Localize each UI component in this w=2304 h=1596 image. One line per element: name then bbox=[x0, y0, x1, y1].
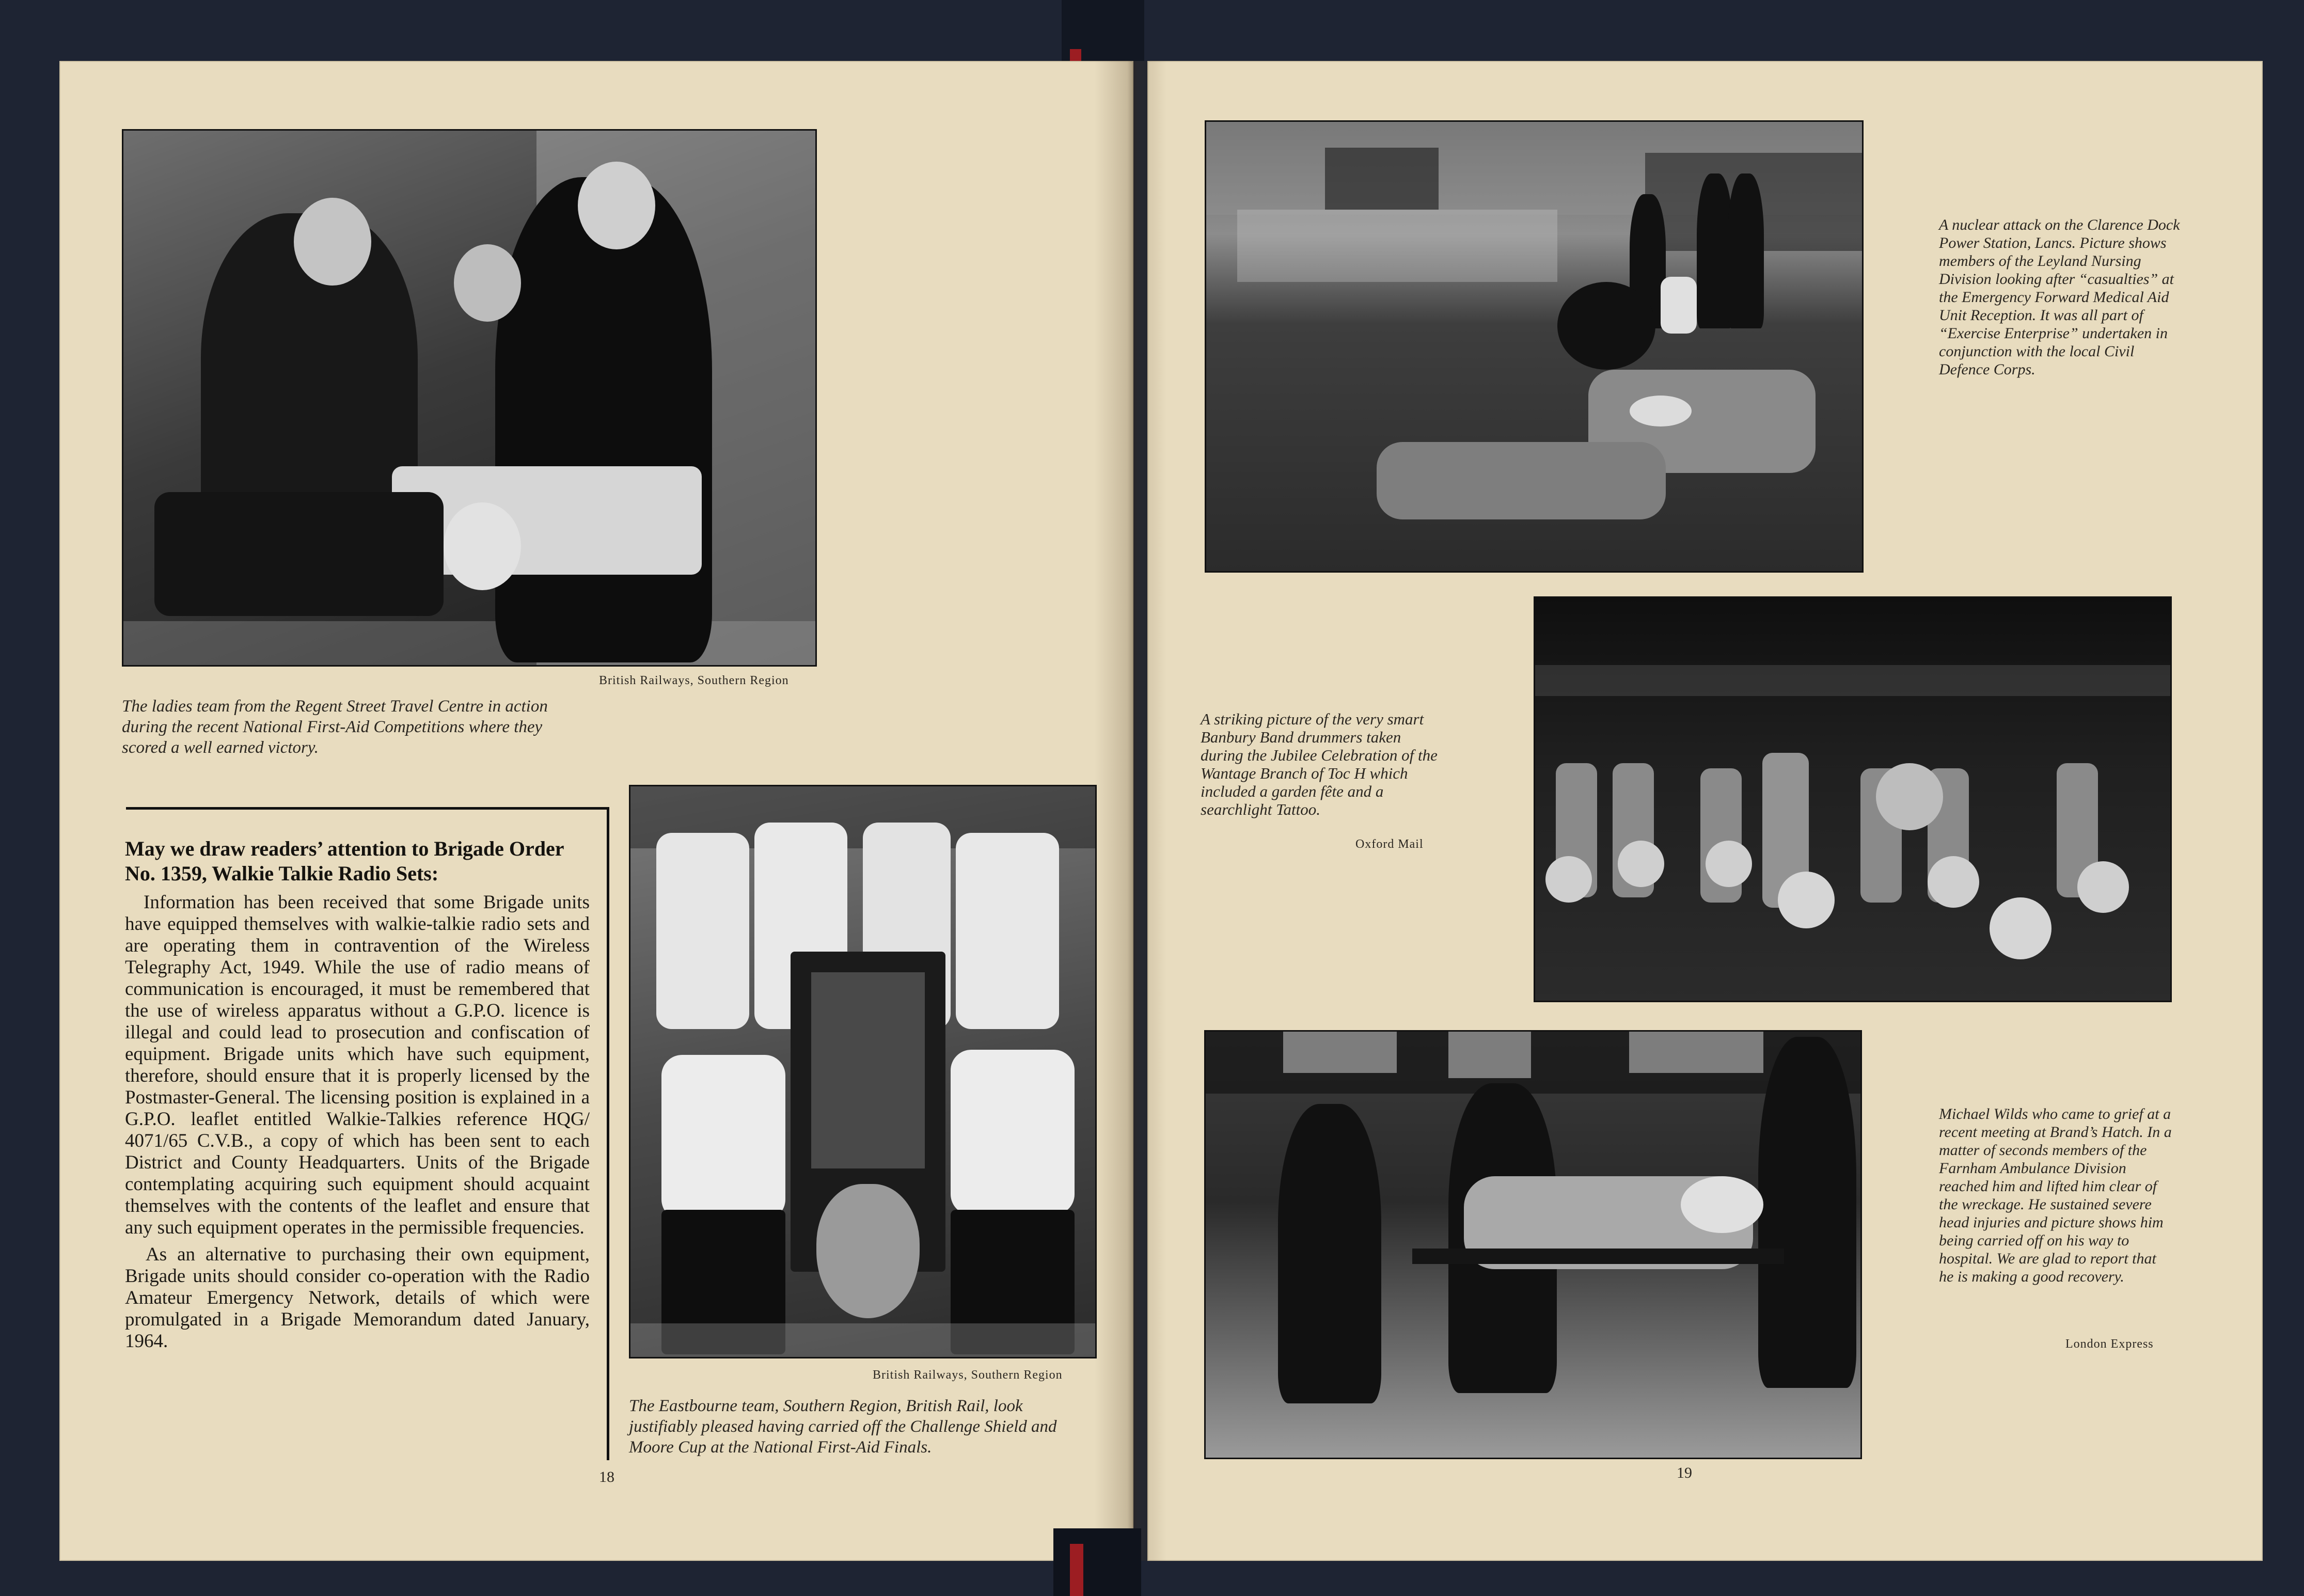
page-number: 18 bbox=[599, 1468, 614, 1486]
photo-credit: British Railways, Southern Region bbox=[599, 674, 789, 687]
photo-credit: London Express bbox=[2065, 1337, 2154, 1351]
binding-bottom bbox=[1053, 1528, 1141, 1596]
photo-banbury-band bbox=[1534, 596, 2172, 1002]
bookmark-ribbon-bottom bbox=[1070, 1544, 1083, 1596]
photo-caption: Michael Wilds who came to grief at a recent meeting at Brand’s Hatch. In a matter of seconds members of the Farnham Ambulance Division reached him and lifted him clear of the wreckage. He sustained severe head injuries and picture shows him being carried off on his way to hospital. We are glad to report that he is making a good recovery. bbox=[1939, 1105, 2172, 1285]
photo-eastbourne-team bbox=[629, 785, 1097, 1358]
page-number: 19 bbox=[1677, 1464, 1692, 1481]
photo-nuclear-exercise bbox=[1205, 120, 1864, 573]
photo-caption: A striking picture of the very smart Banbury Band drummers taken during the Jubilee Celebration of the Wantage Branch of Toc H which included a garden fête and a searchlight Tattoo. bbox=[1201, 710, 1438, 818]
article-paragraph: As an alternative to purchasing their own equipment, Brigade units should consider co-operation with the Radio Amateur Emergency Network, details of which were promulgated in a Brigade Memorandum dated January, 1964. bbox=[125, 1244, 590, 1352]
photo-caption: The Eastbourne team, Southern Region, British Rail, look justifiably pleased having carried off the Challenge Shield and Moore Cup at the National First-Aid Finals. bbox=[629, 1397, 1057, 1457]
photo-credit: British Railways, Southern Region bbox=[873, 1368, 1063, 1382]
photo-credit: Oxford Mail bbox=[1355, 837, 1424, 851]
photo-ladies-team bbox=[122, 129, 817, 667]
photo-stretcher-rescue bbox=[1204, 1030, 1862, 1459]
article-title: May we draw readers’ attention to Brigade Order No. 1359, Walkie Talkie Radio Sets: bbox=[125, 837, 564, 885]
photo-caption: A nuclear attack on the Clarence Dock Power Station, Lancs. Picture shows members of the Leyland Nursing Division looking after “casualties” at the Emergency Forward Medical Aid Unit Reception. It was all part of “Exercise Enterprise” undertaken in conjunction with the local Civil Defence Corps. bbox=[1939, 216, 2180, 378]
photo-caption: The ladies team from the Regent Street Travel Centre in action during the recent National First-Aid Competitions where they scored a well earned victory. bbox=[122, 697, 548, 757]
article-paragraph: Information has been received that some Brigade units have equipped themselves with walkie-talkie radio sets and are operating them in contravention of the Wireless Telegraphy Act, 1949. While the use of radio means of communication is encouraged, it must be remembered that the use of wireless apparatus without a G.P.O. licence is illegal and could lead to prosecution and confiscation of equipment. Brigade units which have such equipment, therefore, should ensure that it is properly licensed by the Postmaster-General. The licensing position is explained in a G.P.O. leaflet entitled Walkie-Talkies reference HQG/ 4071/65 C.V.B., a copy of which has been sent to each District and County Headquarters. Units of the Brigade contemplating acquiring such equipment should acquaint themselves with the contents of the leaflet and ensure that any such equipment operates in the permissible frequencies. bbox=[125, 892, 590, 1238]
article-body bbox=[125, 892, 590, 1357]
